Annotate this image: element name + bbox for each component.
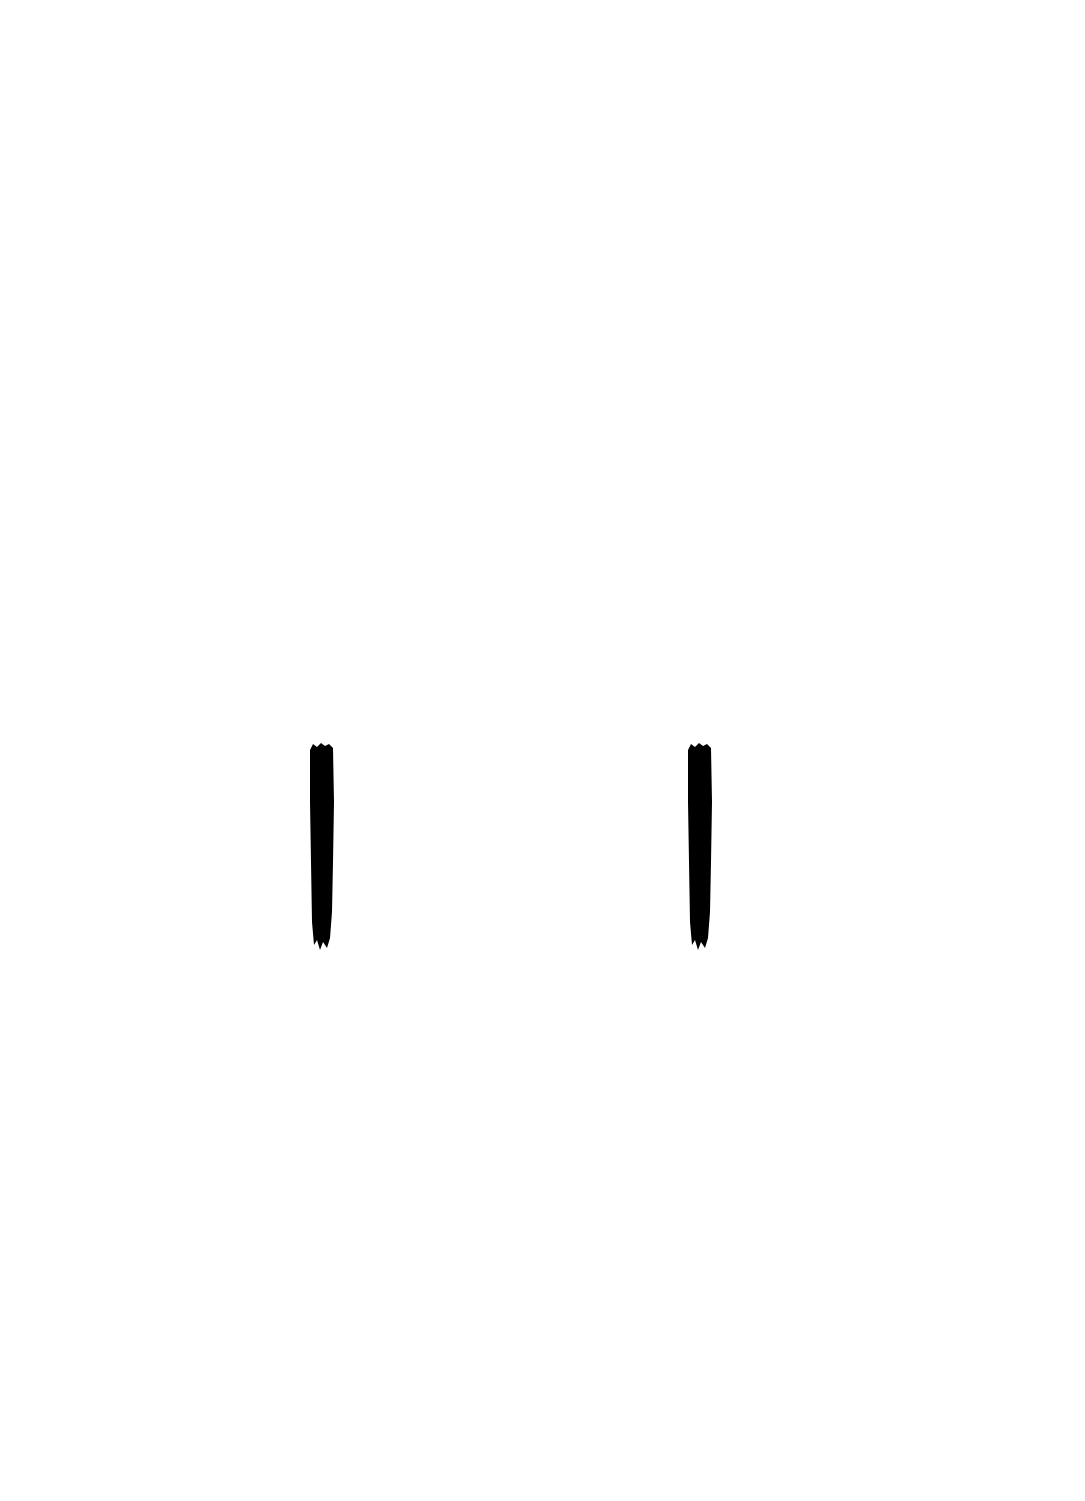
brush-stroke-divider [685,742,715,952]
brush-stroke-divider [307,742,337,952]
